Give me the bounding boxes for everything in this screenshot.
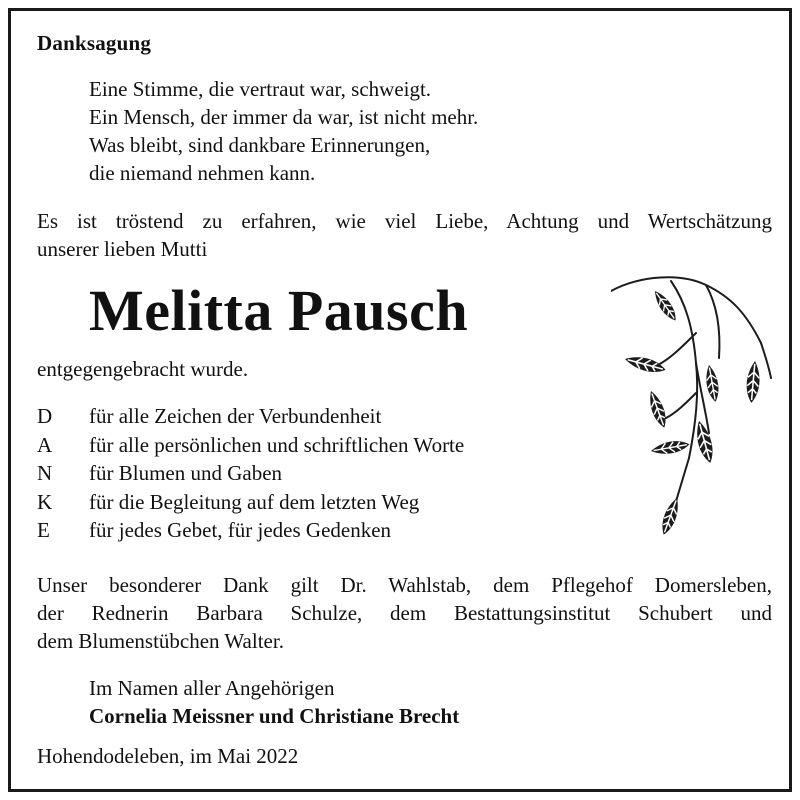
notice-heading: Danksagung xyxy=(37,31,152,55)
thanks-line: der Rednerin Barbara Schulze, dem Bestattungsinstitut Schubert und xyxy=(37,601,772,625)
intro-text xyxy=(37,207,772,263)
danke-letter: E xyxy=(37,518,50,542)
danke-text: für Blumen und Gaben xyxy=(89,461,283,485)
after-name-text: entgegengebracht wurde. xyxy=(37,357,249,381)
poem-line: die niemand nehmen kann. xyxy=(89,161,316,185)
poem xyxy=(89,75,478,187)
danke-text: für die Begleitung auf dem letzten Weg xyxy=(89,489,420,514)
signature-names: Cornelia Meissner und Christiane Brecht xyxy=(89,704,460,728)
poem-line: Ein Mensch, der immer da war, ist nicht mehr. xyxy=(89,105,479,129)
signature-block xyxy=(89,674,459,730)
birch-branch-icon xyxy=(611,273,781,543)
danke-letter: D xyxy=(37,404,53,428)
intro-line: Es ist tröstend zu erfahren, wie viel Liebe, Achtung und Wertschätzung xyxy=(37,209,772,233)
place-date: Hohendodeleben, im Mai 2022 xyxy=(37,744,299,768)
danke-row xyxy=(37,402,464,431)
danke-letter: K xyxy=(37,489,53,514)
special-thanks xyxy=(37,571,772,655)
intro-line: unserer lieben Mutti xyxy=(37,237,208,261)
signature-line: Im Namen aller Angehörigen xyxy=(89,676,335,700)
obituary-notice xyxy=(8,8,792,792)
danke-letter: A xyxy=(37,432,53,457)
danke-row xyxy=(37,431,464,460)
thanks-line: dem Blumenstübchen Walter. xyxy=(37,629,284,653)
danke-text: für alle Zeichen der Verbundenheit xyxy=(89,404,382,428)
poem-line: Was bleibt, sind dankbare Erinnerungen, xyxy=(89,133,431,157)
deceased-name: Melitta Pausch xyxy=(89,278,469,343)
danke-row xyxy=(37,488,464,517)
danke-list xyxy=(37,402,464,545)
poem-line: Eine Stimme, die vertraut war, schweigt. xyxy=(89,77,432,101)
danke-letter: N xyxy=(37,461,53,485)
danke-text: für alle persönlichen und schriftlichen Worte xyxy=(89,432,465,457)
danke-row xyxy=(37,459,464,488)
thanks-line: Unser besonderer Dank gilt Dr. Wahlstab, dem Pflegehof Domersleben, xyxy=(37,573,772,597)
danke-text: für jedes Gebet, für jedes Gedenken xyxy=(89,518,392,542)
danke-row xyxy=(37,516,464,545)
